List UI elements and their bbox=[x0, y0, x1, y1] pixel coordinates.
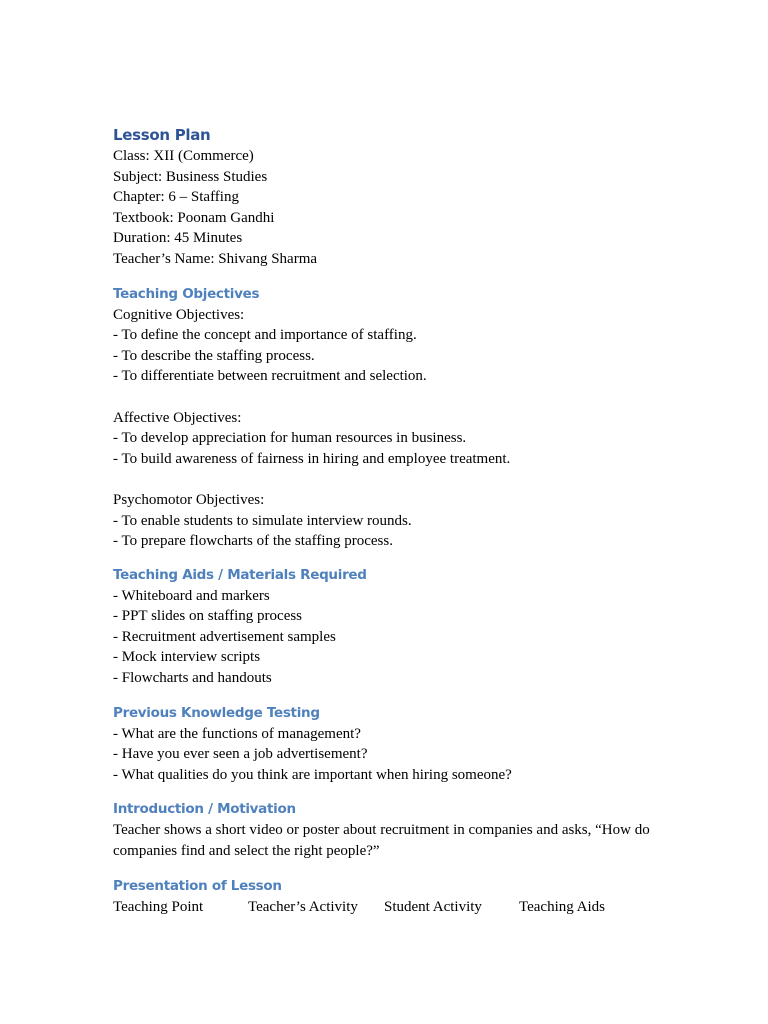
column-header-teaching-aids: Teaching Aids bbox=[519, 898, 606, 915]
column-header-teaching-point: Teaching Point bbox=[113, 898, 204, 915]
cognitive-label: Cognitive Objectives: bbox=[113, 306, 245, 323]
document-body bbox=[113, 124, 673, 918]
list-item: - To build awareness of fairness in hiring and employee treatment. bbox=[113, 450, 511, 467]
list-item: - To enable students to simulate interview rounds. bbox=[113, 512, 412, 529]
info-textbook: Textbook: Poonam Gandhi bbox=[113, 209, 275, 226]
info-subject: Subject: Business Studies bbox=[113, 168, 268, 185]
list-item: - Whiteboard and markers bbox=[113, 587, 270, 604]
objectives-heading: Teaching Objectives bbox=[113, 285, 260, 302]
list-item: - To differentiate between recruitment and selection. bbox=[113, 368, 427, 385]
list-item: - Have you ever seen a job advertisement? bbox=[113, 746, 368, 763]
info-duration: Duration: 45 Minutes bbox=[113, 230, 243, 247]
list-item: - To describe the staffing process. bbox=[113, 347, 315, 364]
class-info bbox=[113, 146, 673, 270]
introduction-heading: Introduction / Motivation bbox=[113, 801, 296, 818]
list-item: - What qualities do you think are important when hiring someone? bbox=[113, 766, 512, 783]
psychomotor-label: Psychomotor Objectives: bbox=[113, 491, 265, 508]
document-title: Lesson Plan bbox=[113, 126, 211, 144]
previous-knowledge-heading: Previous Knowledge Testing bbox=[113, 704, 320, 721]
info-teacher: Teacher’s Name: Shivang Sharma bbox=[113, 250, 318, 267]
list-item: - To define the concept and importance of staffing. bbox=[113, 327, 417, 344]
column-header-teacher-activity: Teacher’s Activity bbox=[248, 898, 358, 915]
affective-label: Affective Objectives: bbox=[113, 409, 242, 426]
presentation-table-header bbox=[113, 897, 673, 918]
info-chapter: Chapter: 6 – Staffing bbox=[113, 189, 239, 206]
list-item: - PPT slides on staffing process bbox=[113, 608, 303, 625]
list-item: - Flowcharts and handouts bbox=[113, 670, 272, 687]
column-header-student-activity: Student Activity bbox=[384, 898, 482, 915]
aids-heading: Teaching Aids / Materials Required bbox=[113, 566, 367, 583]
presentation-heading: Presentation of Lesson bbox=[113, 877, 282, 894]
info-class: Class: XII (Commerce) bbox=[113, 148, 254, 164]
introduction-text: Teacher shows a short video or poster about recruitment in companies and asks, “How do companies find and select the right people?” bbox=[113, 822, 650, 860]
list-item: - What are the functions of management? bbox=[113, 725, 361, 742]
list-item: - Mock interview scripts bbox=[113, 649, 261, 666]
list-item: - Recruitment advertisement samples bbox=[113, 628, 336, 645]
list-item: - To develop appreciation for human resources in business. bbox=[113, 430, 467, 447]
list-item: - To prepare flowcharts of the staffing process. bbox=[113, 533, 393, 550]
